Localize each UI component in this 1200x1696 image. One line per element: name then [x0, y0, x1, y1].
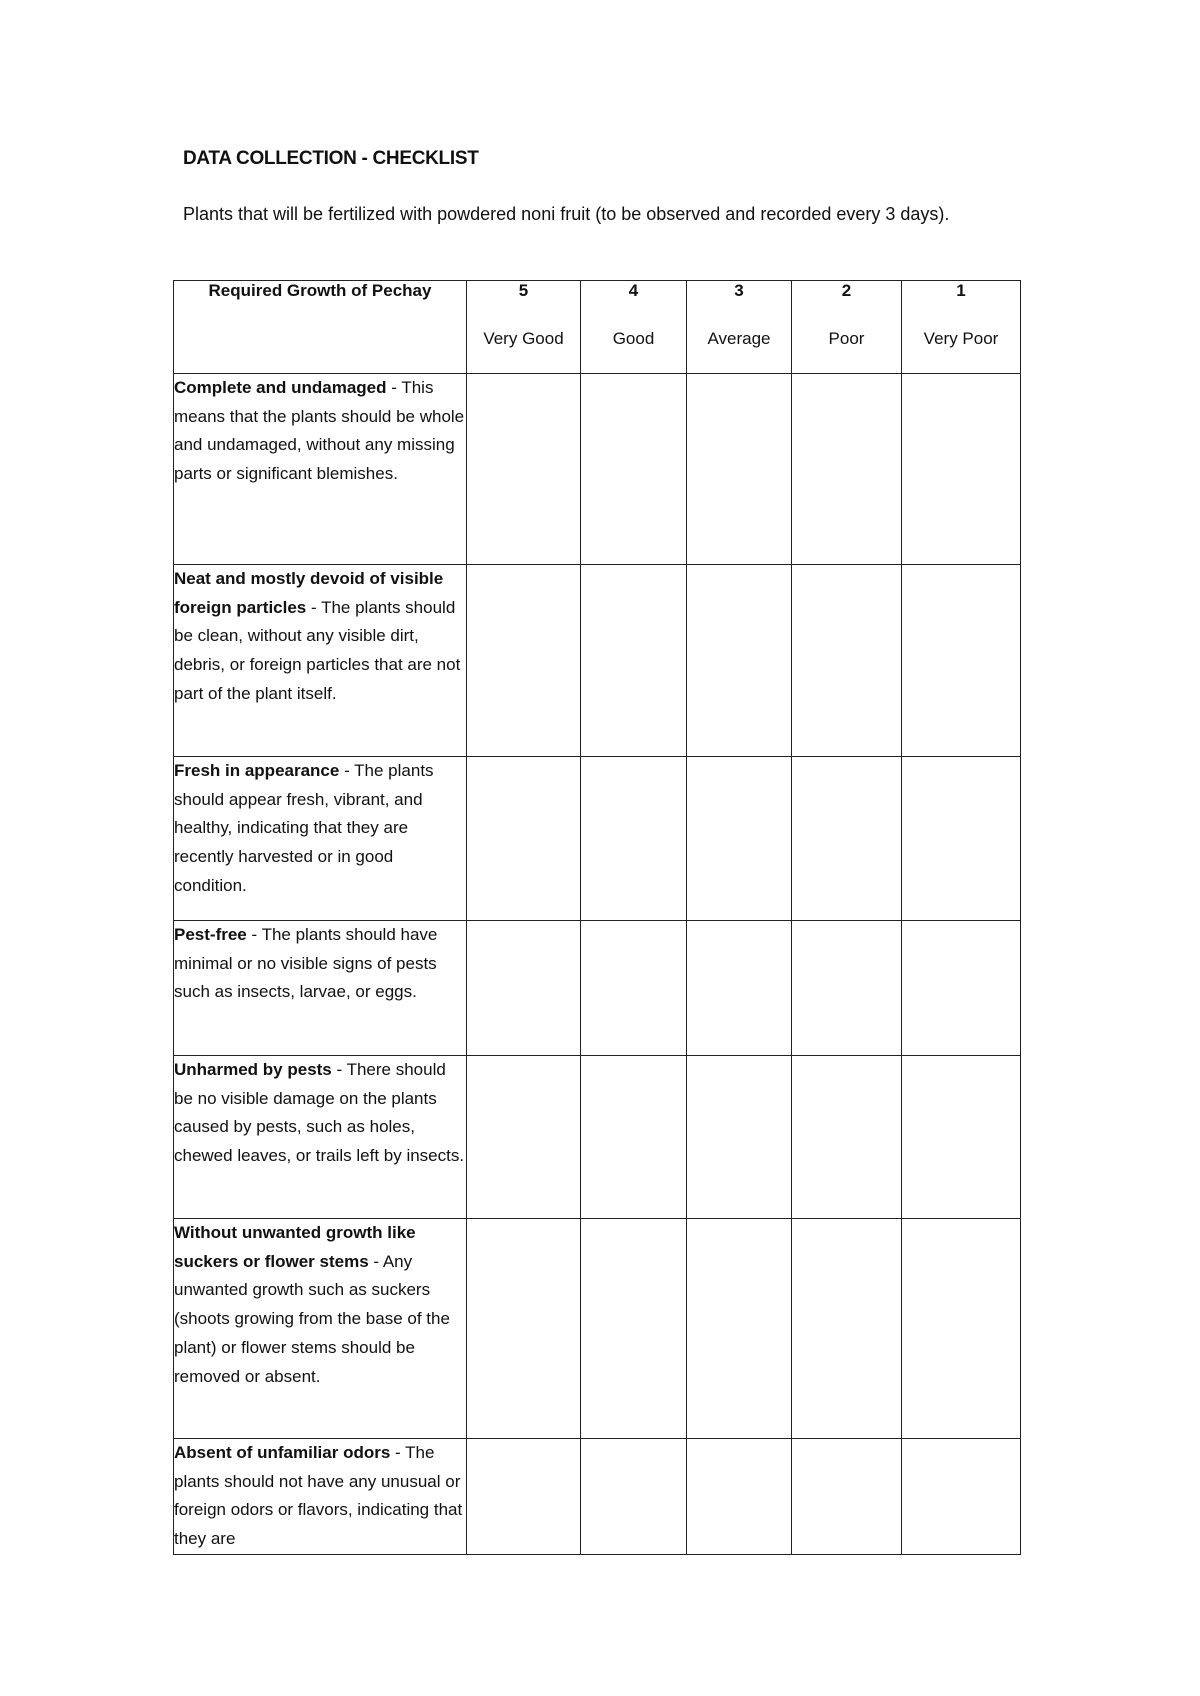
criterion-separator: -: [331, 1060, 347, 1079]
criterion-separator: -: [386, 378, 402, 397]
rating-header-4: [581, 281, 687, 374]
criterion-title: Neat and mostly devoid of visible foreign particles: [174, 569, 444, 617]
criterion-title: Complete and undamaged: [174, 378, 387, 397]
criterion-separator: -: [390, 1443, 406, 1462]
criterion-separator: -: [306, 597, 322, 617]
criterion-text: [174, 1219, 467, 1439]
rating-cell-4[interactable]: [581, 374, 687, 565]
criterion-row: [174, 1439, 1021, 1555]
rating-cell-5[interactable]: [467, 1219, 581, 1439]
rating-cell-4[interactable]: [581, 1439, 687, 1555]
rating-cell-1[interactable]: [902, 1439, 1021, 1555]
rating-number: 1: [956, 281, 966, 300]
rating-cell-1[interactable]: [902, 1219, 1021, 1439]
criterion-row: [174, 757, 1021, 921]
rating-cell-2[interactable]: [792, 1056, 902, 1219]
criterion-text: [174, 757, 467, 921]
rating-cell-2[interactable]: [792, 1219, 902, 1439]
criterion-row: [174, 374, 1021, 565]
criterion-text: [174, 1056, 467, 1219]
rating-cell-4[interactable]: [581, 1219, 687, 1439]
rating-cell-5[interactable]: [467, 1056, 581, 1219]
rating-cell-1[interactable]: [902, 921, 1021, 1056]
rating-number: 4: [628, 281, 639, 300]
rating-label: Very Poor: [923, 329, 999, 348]
rating-header-1: [902, 281, 1021, 374]
rating-cell-3[interactable]: [687, 565, 792, 757]
rating-cell-5[interactable]: [467, 921, 581, 1056]
rating-cell-3[interactable]: [687, 1219, 792, 1439]
document-title: DATA COLLECTION - CHECKLIST: [183, 148, 479, 169]
rating-header-3: [687, 281, 792, 374]
criterion-title: Absent of unfamiliar odors: [174, 1443, 391, 1462]
rating-cell-5[interactable]: [467, 1439, 581, 1555]
rating-header-2: [792, 281, 902, 374]
criterion-separator: -: [246, 925, 262, 944]
rating-number: 3: [734, 281, 744, 300]
rating-cell-3[interactable]: [687, 1439, 792, 1555]
criterion-title: Pest-free: [174, 925, 247, 944]
rating-cell-1[interactable]: [902, 757, 1021, 921]
criterion-row: [174, 565, 1021, 757]
rating-cell-4[interactable]: [581, 565, 687, 757]
rating-cell-1[interactable]: [902, 1056, 1021, 1219]
rating-cell-1[interactable]: [902, 374, 1021, 565]
rating-header-5: [467, 281, 581, 374]
rating-cell-4[interactable]: [581, 757, 687, 921]
rating-number: 5: [518, 281, 529, 300]
header-row: [174, 281, 1021, 374]
criterion-description: There should be no visible damage on the plants caused by pests, such as holes, chewed leaves, or trails left by insects.: [174, 1060, 465, 1166]
rating-label: Good: [612, 329, 655, 348]
criterion-text: [174, 565, 467, 757]
rating-cell-2[interactable]: [792, 565, 902, 757]
criterion-description: The plants should appear fresh, vibrant, and healthy, indicating that they are recently harvested or in good condition.: [174, 761, 434, 895]
criterion-description: This means that the plants should be whole and undamaged, without any missing parts or significant blemishes.: [174, 378, 465, 484]
rating-cell-3[interactable]: [687, 757, 792, 921]
rating-cell-2[interactable]: [792, 921, 902, 1056]
rating-label: Very Good: [483, 329, 564, 348]
rating-cell-3[interactable]: [687, 921, 792, 1056]
rating-cell-2[interactable]: [792, 757, 902, 921]
criteria-header: Required Growth of Pechay: [174, 281, 467, 374]
criterion-title: Without unwanted growth like suckers or flower stems: [174, 1223, 416, 1271]
criterion-description: The plants should be clean, without any visible dirt, debris, or foreign particles that are not part of the plant itself.: [174, 597, 461, 703]
criterion-text: [174, 374, 467, 565]
criterion-row: [174, 921, 1021, 1056]
rating-cell-1[interactable]: [902, 565, 1021, 757]
criterion-title: Fresh in appearance: [174, 761, 340, 780]
criterion-text: [174, 1439, 467, 1555]
rating-cell-3[interactable]: [687, 1056, 792, 1219]
rating-cell-2[interactable]: [792, 1439, 902, 1555]
rating-label: Poor: [828, 329, 865, 348]
rating-number: 2: [841, 281, 852, 300]
rating-cell-5[interactable]: [467, 565, 581, 757]
rating-cell-5[interactable]: [467, 757, 581, 921]
rating-cell-4[interactable]: [581, 1056, 687, 1219]
rating-cell-5[interactable]: [467, 374, 581, 565]
criterion-description: The plants should have minimal or no visible signs of pests such as insects, larvae, or eggs.: [174, 925, 438, 1002]
rating-cell-4[interactable]: [581, 921, 687, 1056]
criterion-separator: -: [368, 1251, 383, 1271]
criterion-description: The plants should not have any unusual or foreign odors or flavors, indicating that they are: [174, 1443, 463, 1549]
criterion-text: [174, 921, 467, 1056]
criterion-title: Unharmed by pests: [174, 1060, 332, 1079]
document-intro: Plants that will be fertilized with powdered noni fruit (to be observed and recorded every 3 days).: [183, 204, 950, 224]
rating-cell-2[interactable]: [792, 374, 902, 565]
criterion-separator: -: [339, 761, 355, 780]
rating-label: Average: [707, 329, 771, 348]
criterion-description: Any unwanted growth such as suckers (shoots growing from the base of the plant) or flower stems should be removed or absent.: [174, 1251, 450, 1386]
rating-cell-3[interactable]: [687, 374, 792, 565]
criterion-row: [174, 1219, 1021, 1439]
checklist-table: [173, 280, 1021, 1555]
criterion-row: [174, 1056, 1021, 1219]
